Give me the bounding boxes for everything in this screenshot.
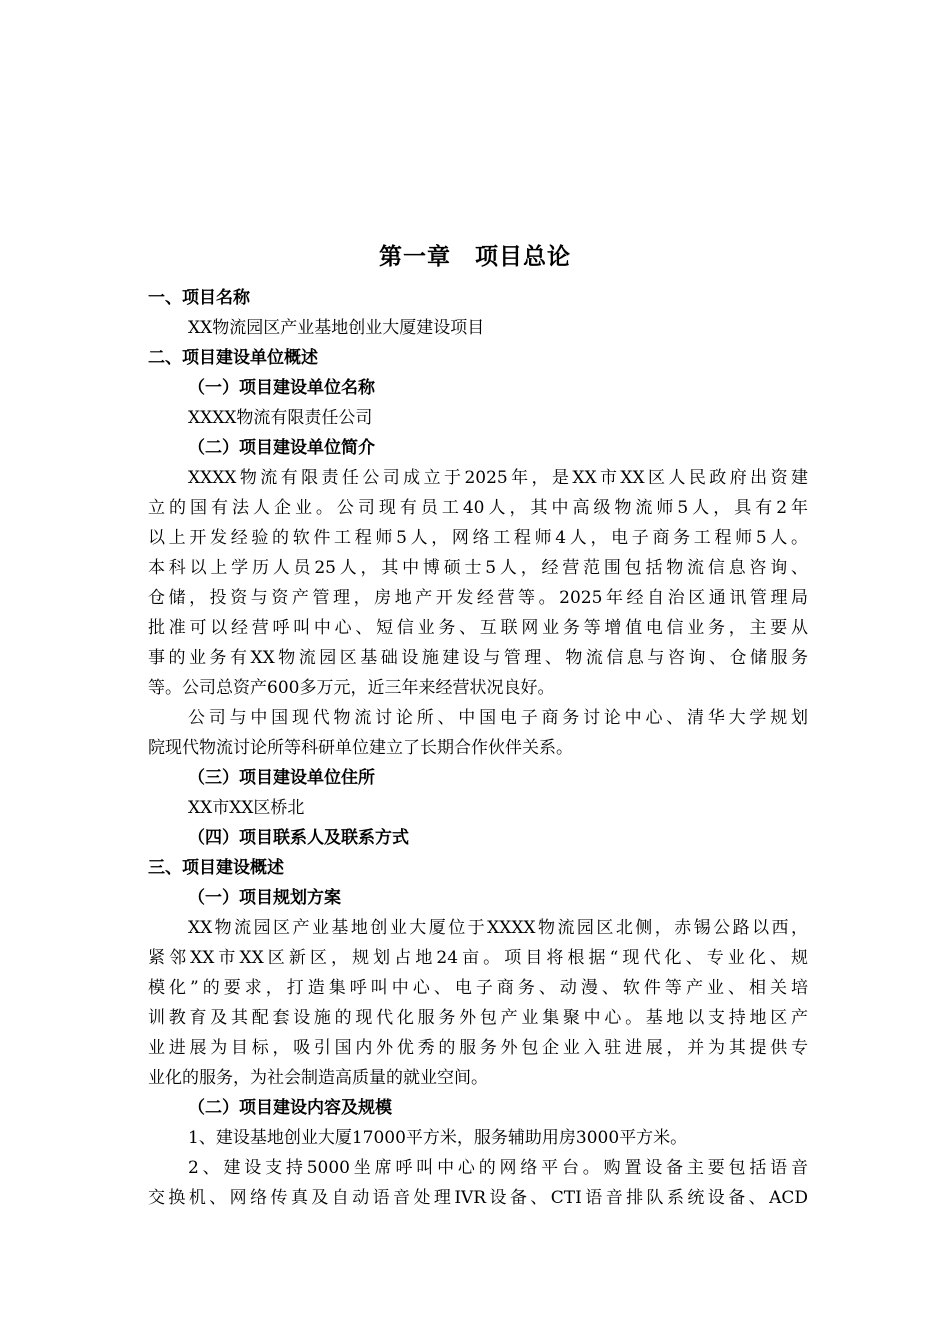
body-text-line: 2、建设支持5000坐席呼叫中心的网络平台。购置设备主要包括语音 [188,1158,808,1178]
body-text-line: 院现代物流讨论所等科研单位建立了长期合作伙伴关系。 [148,738,573,758]
body-text-line: 仓储，投资与资产管理，房地产开发经营等。2025年经自治区通讯管理局 [148,588,808,608]
subsection-heading: （四）项目联系人及联系方式 [188,828,409,848]
body-text-line: XX物流园区产业基地创业大厦位于XXXX物流园区北侧，赤锡公路以西， [188,918,808,938]
body-text-line: XXXX物流有限责任公司 [188,408,373,428]
body-text-line: 事的业务有XX物流园区基础设施建设与管理、物流信息与咨询、仓储服务 [148,648,808,668]
body-text-line: 紧邻XX市XX区新区，规划占地24亩。项目将根据“现代化、专业化、规 [148,948,808,968]
body-text-line: XX市XX区桥北 [188,798,305,818]
subsection-heading: （二）项目建设内容及规模 [188,1098,392,1118]
section-heading: 三、项目建设概述 [148,858,284,878]
body-text-line: 1、建设基地创业大厦17000平方米，服务辅助用房3000平方米。 [188,1128,688,1148]
body-text-line: XX物流园区产业基地创业大厦建设项目 [188,318,485,338]
chapter-title: 第一章 项目总论 [379,244,571,270]
body-text-line: 训教育及其配套设施的现代化服务外包产业集聚中心。基地以支持地区产 [148,1008,808,1028]
section-heading: 一、项目名称 [148,288,250,308]
body-text-line: XXXX物流有限责任公司成立于2025年，是XX市XX区人民政府出资建 [188,468,808,488]
body-text-line: 业进展为目标，吸引国内外优秀的服务外包企业入驻进展，并为其提供专 [148,1038,808,1058]
body-text-line: 等。公司总资产600多万元，近三年来经营状况良好。 [148,678,555,698]
document-body [148,283,808,1213]
section-heading: 二、项目建设单位概述 [148,348,318,368]
body-text-line: 立的国有法人企业。公司现有员工40人，其中高级物流师5人，具有2年 [148,498,808,518]
subsection-heading: （一）项目建设单位名称 [188,378,375,398]
subsection-heading: （二）项目建设单位简介 [188,438,375,458]
body-text-line: 本科以上学历人员25人，其中博硕士5人，经营范围包括物流信息咨询、 [148,558,808,578]
subsection-heading: （一）项目规划方案 [188,888,341,908]
body-text-line: 交换机、网络传真及自动语音处理IVR设备、CTI语音排队系统设备、ACD [148,1188,808,1208]
body-text-line: 批准可以经营呼叫中心、短信业务、互联网业务等增值电信业务，主要从 [148,618,808,638]
body-text-line: 公司与中国现代物流讨论所、中国电子商务讨论中心、清华大学规划 [188,708,808,728]
subsection-heading: （三）项目建设单位住所 [188,768,375,788]
body-text-line: 模化”的要求，打造集呼叫中心、电子商务、动漫、软件等产业、相关培 [148,978,808,998]
body-text-line: 以上开发经验的软件工程师5人，网络工程师4人，电子商务工程师5人。 [148,528,808,548]
body-text-line: 业化的服务，为社会制造高质量的就业空间。 [148,1068,488,1088]
